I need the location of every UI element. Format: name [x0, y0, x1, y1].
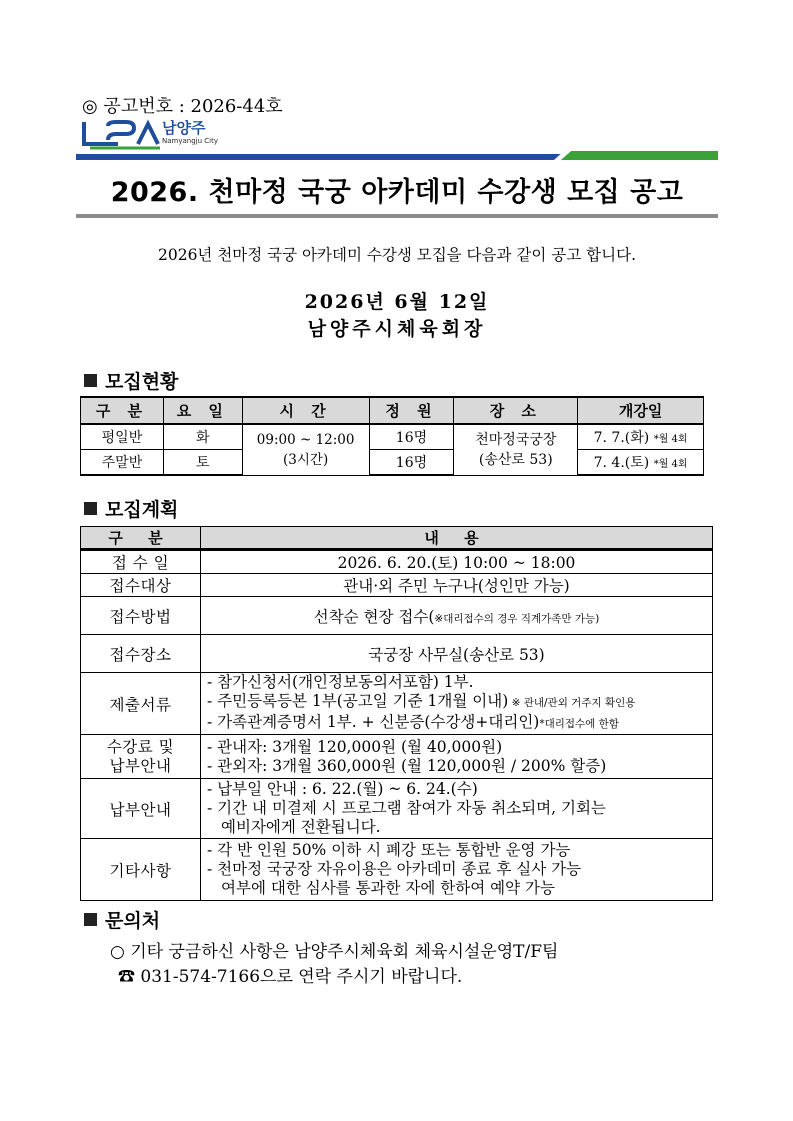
table-row — [81, 550, 713, 574]
table-header-row — [81, 527, 713, 550]
class-day: 토 — [163, 450, 242, 476]
class-place — [454, 424, 578, 475]
logo-subtitle: Namyangju City — [162, 137, 218, 145]
header-cell: 개강일 — [578, 397, 704, 424]
row-label: 접수장소 — [81, 635, 201, 673]
row-label: 접수방법 — [81, 597, 201, 635]
row-value — [201, 839, 713, 901]
doc-text: - 가족관계증명서 1부. + 신분증(수강생+대리인) — [207, 713, 540, 731]
start-note: *월 4회 — [653, 459, 688, 470]
fee-line: - 관내자: 3개월 120,000원 (월 40,000원) — [207, 737, 503, 756]
square-bullet-icon — [84, 502, 97, 515]
doc-note: ※ 관내/관외 거주지 확인용 — [508, 697, 636, 709]
notice-date: 2026년 6월 12일 — [304, 291, 490, 313]
header-cell: 내 용 — [201, 527, 713, 550]
page-title: 2026. 천마정 국궁 아카데미 수강생 모집 공고 — [110, 177, 684, 208]
doc-text: - 주민등록등본 1부(공고일 기준 1개월 이내) — [207, 692, 509, 710]
recruitment-plan-table — [80, 526, 713, 901]
section-contact — [84, 906, 160, 933]
header-cell: 구 분 — [81, 527, 201, 550]
label-line: 수강료 및 — [106, 737, 175, 756]
title-underline — [76, 214, 718, 218]
row-label: 제출서류 — [81, 673, 201, 735]
etc-line: - 각 반 인원 50% 이하 시 폐강 또는 통합반 운영 가능 — [207, 841, 571, 859]
header-cell: 정 원 — [369, 397, 454, 424]
doc-note: *대리접수에 한함 — [539, 718, 619, 730]
class-start — [578, 450, 704, 476]
section-title: 모집현황 — [105, 371, 179, 393]
class-name: 주말반 — [81, 450, 164, 476]
namyangju-logo — [82, 118, 232, 152]
row-label: 납부안내 — [81, 779, 201, 839]
class-name: 평일반 — [81, 424, 164, 450]
row-value — [201, 735, 713, 779]
table-row — [81, 779, 713, 839]
table-row — [81, 574, 713, 597]
recruitment-status-table — [80, 396, 704, 476]
class-start — [578, 424, 704, 450]
section-title: 문의처 — [105, 910, 161, 932]
etc-line: - 천마정 국궁장 자유이용은 아카데미 종료 후 실사 가능 — [207, 860, 582, 878]
row-value — [201, 673, 713, 735]
table-row — [81, 450, 704, 476]
header-cell: 요 일 — [163, 397, 242, 424]
start-date: 7. 4.(토) — [593, 455, 650, 471]
intro-text: 2026년 천마정 국궁 아카데미 수강생 모집을 다음과 같이 공고 합니다. — [157, 246, 637, 264]
doc-line: - 참가신청서(개인정보동의서포함) 1부. — [207, 673, 474, 691]
class-day: 화 — [163, 424, 242, 450]
row-label: 접수대상 — [81, 574, 201, 597]
table-row — [81, 839, 713, 901]
place-note: (송산로 53) — [478, 451, 553, 468]
time-range: 09:00 ~ 12:00 — [256, 431, 355, 448]
contact-line: ○ 기타 궁금하신 사항은 남양주시체육회 체육시설운영T/F팀 — [110, 942, 559, 962]
header-cell: 장 소 — [454, 397, 578, 424]
etc-line: 여부에 대한 심사를 통과한 자에 한하여 예약 가능 — [221, 879, 555, 897]
method-note: ※대리접수의 경우 직계가족만 가능) — [434, 612, 600, 625]
place-name: 천마정국궁장 — [475, 431, 557, 448]
row-value: 관내·외 주민 누구나(성인만 가능) — [201, 574, 713, 597]
square-bullet-icon — [84, 913, 97, 926]
table-row — [81, 635, 713, 673]
section-recruitment-status — [84, 367, 178, 394]
table-row — [81, 673, 713, 735]
method-text: 선착순 현장 접수( — [313, 607, 435, 626]
start-date: 7. 7.(화) — [593, 430, 650, 446]
row-label: 접 수 일 — [81, 550, 201, 574]
notice-number: ◎ 공고번호 : 2026-44호 — [82, 96, 283, 117]
pay-line: 예비자에게 전환됩니다. — [221, 818, 381, 836]
doc-line — [207, 713, 712, 734]
header-cell: 구 분 — [81, 397, 164, 424]
row-value: 국궁장 사무실(송산로 53) — [201, 635, 713, 673]
table-header-row — [81, 397, 704, 424]
contact-phone: ☎ 031-574-7166으로 연락 주시기 바랍니다. — [118, 967, 463, 987]
label-line: 납부안내 — [109, 756, 172, 775]
fee-line: - 관외자: 3개월 360,000원 (월 120,000원 / 200% 할증) — [207, 756, 607, 775]
table-row — [81, 597, 713, 635]
class-capacity: 16명 — [369, 450, 454, 476]
organization: 남양주시체육회장 — [307, 318, 487, 340]
section-recruitment-plan — [84, 495, 178, 522]
row-value — [201, 779, 713, 839]
pay-line: - 납부일 안내 : 6. 22.(월) ~ 6. 24.(수) — [207, 780, 478, 798]
row-value: 2026. 6. 20.(토) 10:00 ~ 18:00 — [201, 550, 713, 574]
table-row — [81, 735, 713, 779]
class-capacity: 16명 — [369, 424, 454, 450]
row-label: 기타사항 — [81, 839, 201, 901]
row-label — [81, 735, 201, 779]
square-bullet-icon — [84, 374, 97, 387]
logo-name: 남양주 — [162, 119, 206, 137]
doc-line — [207, 692, 712, 713]
row-value — [201, 597, 713, 635]
header-color-bar — [76, 151, 718, 160]
time-note: (3시간) — [283, 451, 329, 468]
header-cell: 시 간 — [242, 397, 369, 424]
start-note: *월 4회 — [653, 434, 688, 445]
table-row — [81, 424, 704, 450]
section-title: 모집계획 — [105, 499, 179, 521]
pay-line: - 기간 내 미결제 시 프로그램 참여가 자동 취소되며, 기회는 — [207, 799, 606, 817]
class-time — [242, 424, 369, 475]
